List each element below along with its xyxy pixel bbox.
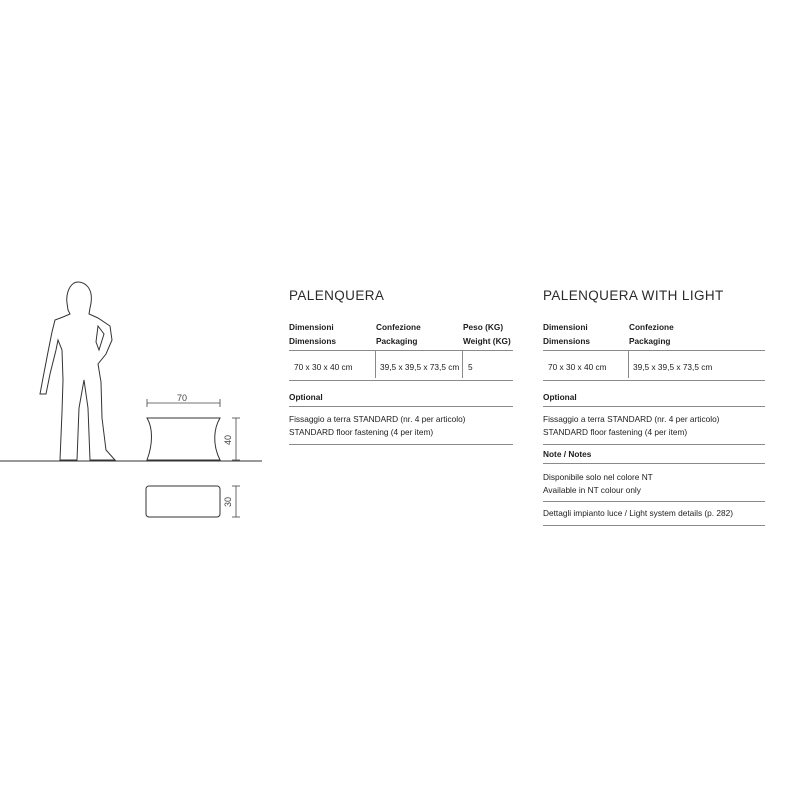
optional-text [289,413,465,438]
header-packaging [376,320,421,348]
human-scale-silhouette [40,282,115,460]
divider [543,525,765,526]
product-title: PALENQUERA WITH LIGHT [543,288,724,303]
column-divider [462,350,463,378]
divider [289,380,513,381]
column-divider [628,350,629,378]
optional-heading: Optional [289,392,323,402]
divider [543,444,765,445]
header-weight-it: Peso (KG) [463,322,504,332]
header-dimensions-en: Dimensions [289,336,337,346]
optional-text [543,413,719,438]
header-packaging-it: Confezione [376,322,421,332]
divider [289,350,513,351]
value-dimensions: 70 x 30 x 40 cm [294,362,353,372]
header-packaging-it: Confezione [629,322,674,332]
divider [289,444,513,445]
divider [543,380,765,381]
header-dimensions [289,320,336,348]
value-weight: 5 [468,362,473,372]
value-packaging: 39,5 x 39,5 x 73,5 cm [633,362,713,372]
table-plan-view [146,486,220,517]
light-details-text: Dettagli impianto luce / Light system details (p. 282) [543,508,733,518]
width-dimension [147,393,220,407]
value-dimensions: 70 x 30 x 40 cm [548,362,607,372]
header-packaging-en: Packaging [376,336,418,346]
header-packaging-en: Packaging [629,336,671,346]
header-packaging [629,320,674,348]
divider [543,406,765,407]
optional-line-en: STANDARD floor fastening (4 per item) [289,426,434,437]
notes-line-it: Disponibile solo nel colore NT [543,472,653,482]
notes-text [543,471,653,496]
notes-heading: Note / Notes [543,449,592,459]
optional-heading: Optional [543,392,577,402]
column-divider [375,350,376,378]
header-dimensions-it: Dimensioni [543,322,588,332]
header-weight [463,320,511,348]
product-title: PALENQUERA [289,288,385,303]
depth-label: 30 [223,496,233,508]
divider [289,406,513,407]
optional-line-it: Fissaggio a terra STANDARD (nr. 4 per articolo) [289,414,466,424]
header-weight-en: Weight (KG) [463,336,511,346]
divider [543,501,765,502]
optional-line-en: STANDARD floor fastening (4 per item) [543,426,688,437]
spec-palenquera [289,288,513,437]
table-front-elevation [147,418,220,460]
divider [543,463,765,464]
header-dimensions-it: Dimensioni [289,322,334,332]
optional-line-it: Fissaggio a terra STANDARD (nr. 4 per articolo) [543,414,720,424]
height-dimension [223,418,240,460]
divider [543,350,765,351]
depth-dimension [223,486,240,517]
height-label: 40 [223,434,233,446]
value-packaging: 39,5 x 39,5 x 73,5 cm [380,362,460,372]
header-dimensions [543,320,590,348]
notes-line-en: Available in NT colour only [543,484,641,495]
header-dimensions-en: Dimensions [543,336,591,346]
width-label: 70 [176,393,188,403]
spec-palenquera-with-light [543,288,765,518]
